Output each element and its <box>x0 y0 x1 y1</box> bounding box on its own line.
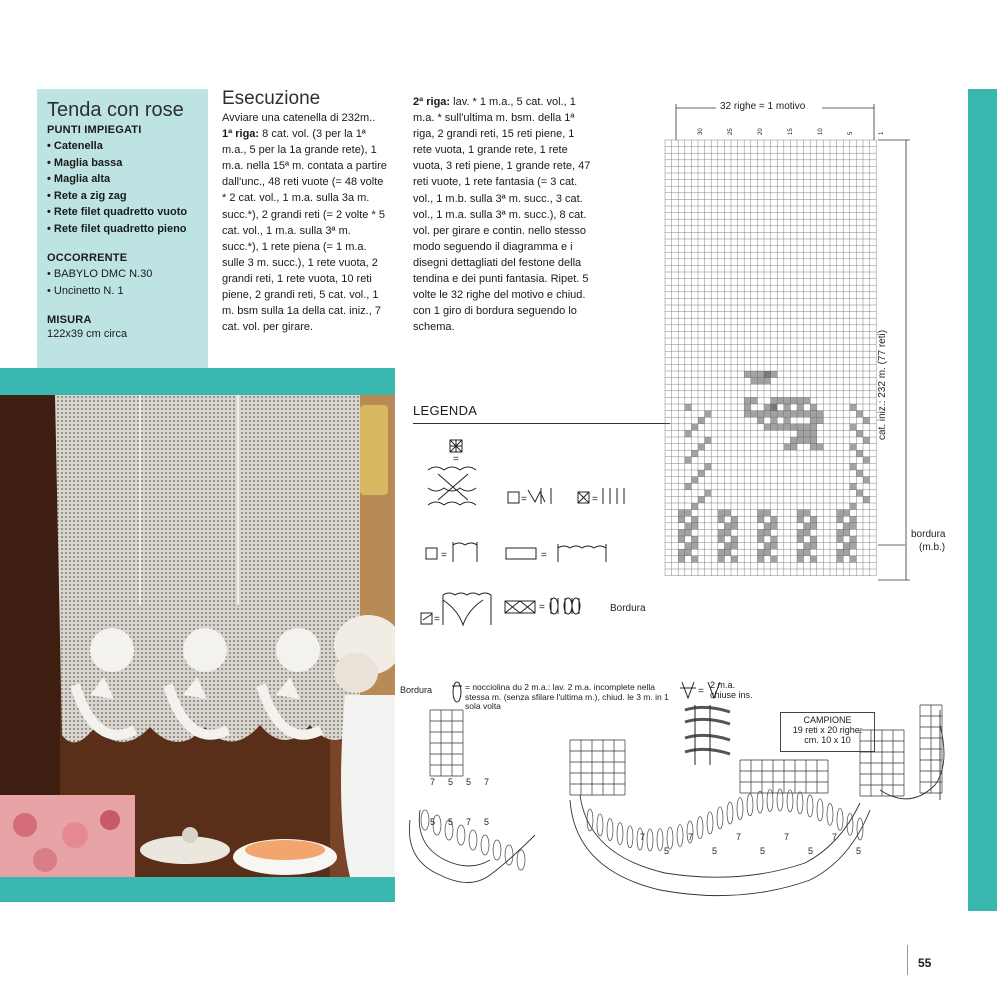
esecuzione-intro: Avviare una catenella di 232m.. <box>222 112 376 124</box>
misura-heading: MISURA <box>47 314 92 326</box>
occorrente-list <box>47 266 208 299</box>
detail-number: 5 <box>856 846 862 856</box>
border-detail-diagram <box>400 700 965 900</box>
campione-line-1: 19 reti x 20 righe: <box>792 725 863 735</box>
riga-2-label: 2ª riga: <box>413 96 451 108</box>
bordura-label: bordura <box>911 529 946 540</box>
riga-1-text: 8 cat. vol. (3 per la 1ª m.a., 5 per la 1a grande rete), 1 m.a. nella 15ª m. contata a partire dall'unc., 48 reti vuote (= 48 volte * 2 cat. vol., 1 m.a. sulla 3a m. succ.*), 2 grandi reti (= 2 volte * 5 cat. vol., 1 m.a. sulla 3ª m. succ.*), 1 rete piena (= 1 m.a. sulle 3 m. succ.), 1 rete vuota, 2 grandi reti, 1 rete vuota, 10 reti piene, 2 grandi reti, 5 cat. vol., 1 m. bsm sulla 1a della cat. iniz., 7 cat. vol. per girare. <box>222 128 387 334</box>
project-title: Tenda con rose <box>47 99 184 121</box>
legenda-eq: = <box>441 550 447 561</box>
punti-item: • Maglia bassa <box>47 156 123 169</box>
chart-column-number: 15 <box>788 128 794 135</box>
detail-number: 5 <box>466 777 472 787</box>
legenda-eq: = <box>539 602 545 613</box>
punti-list <box>47 138 208 237</box>
detail-number: 7 <box>688 832 694 842</box>
chart-column-number: 1 <box>879 131 885 135</box>
curtain-photo-illustration <box>0 395 395 877</box>
nocciolina-note: = nocciolina du 2 m.a.: lav. 2 m.a. incomplete nella stessa m. (senza sfilare l'ultima m.), chiud. le 3 m. in 1 sola volta <box>465 682 669 711</box>
punti-heading: PUNTI IMPIEGATI <box>47 124 142 136</box>
chart-column-number: 5 <box>848 131 854 135</box>
chart-top-label: 32 righe = 1 motivo <box>720 101 806 112</box>
detail-number: 7 <box>784 832 790 842</box>
chart-column-number: 30 <box>698 128 704 135</box>
detail-number: 7 <box>466 817 472 827</box>
legenda-divider <box>413 423 670 424</box>
detail-number: 5 <box>484 817 490 827</box>
punti-item: • Maglia alta <box>47 173 111 185</box>
punti-item: • Rete filet quadretto vuoto <box>47 206 188 218</box>
chart-side-label: cat. iniz.: 232 m. (77 reti) <box>877 329 888 440</box>
detail-number: 7 <box>430 777 436 787</box>
legenda-eq: = <box>541 550 547 561</box>
detail-number: 5 <box>712 846 718 856</box>
curtain-photo <box>0 395 395 877</box>
legenda-eq: = <box>521 494 527 505</box>
page-number-divider <box>907 945 908 975</box>
occorrente-item: • Uncinetto N. 1 <box>47 284 124 297</box>
detail-number: 5 <box>448 777 454 787</box>
detail-number: 7 <box>640 832 646 842</box>
occorrente-item: • BABYLO DMC N.30 <box>47 268 153 280</box>
riga-2-text: lav. * 1 m.a., 5 cat. vol., 1 m.a. * sull'ultima m. bsm. della 1ª riga, 2 grandi reti, 15 reti piene, 1 rete vuota, 1 grande rete, 1 rete vuota, 3 reti piene, 1 grande rete, 47 reti vuote, 1 rete fantasia (= 3 cat. vol., 1 m.b. sulla 3ª m. succ., 3 cat. vol., 1 m.a. sulla 3ª m. succ.), 8 cat. vol. per girare e contin. nello stesso modo seguendo il diagramma e i disegni dettagliati del festone della tendina e dei punti fantasia. Ripet. 5 volte le 32 righe del motivo e chiud. con 1 giro di bordura seguendo lo schema. <box>413 96 591 334</box>
zigzag-symbol <box>428 440 476 505</box>
svg-text:=: = <box>698 686 704 697</box>
legenda-title: LEGENDA <box>413 403 478 418</box>
legenda-eq: = <box>434 614 440 625</box>
occorrente-heading: OCCORRENTE <box>47 252 128 264</box>
page-number: 55 <box>918 956 932 970</box>
punti-item: • Catenella <box>47 140 103 152</box>
punti-item: • Rete filet quadretto pieno <box>47 222 187 235</box>
bordura-bottom-label: Bordura <box>610 603 646 614</box>
chart-column-number: 10 <box>818 128 824 135</box>
campione-title: CAMPIONE <box>803 715 852 725</box>
info-box <box>37 89 208 369</box>
detail-number: 7 <box>736 832 742 842</box>
double-filled-symbol <box>505 601 535 613</box>
detail-bordura-label: Bordura <box>400 685 433 695</box>
misura-value: 122x39 cm circa <box>47 328 128 340</box>
detail-number: 5 <box>808 846 814 856</box>
esecuzione-column-1 <box>222 89 390 335</box>
two-ma-label: 2 m.a. <box>710 680 736 690</box>
punti-item: • Rete a zig zag <box>47 189 127 202</box>
chart-column-number: 25 <box>728 128 734 135</box>
detail-number: 7 <box>484 777 490 787</box>
detail-number: 5 <box>760 846 766 856</box>
large-mesh-symbol <box>506 548 536 559</box>
legenda-eq: = <box>453 454 459 465</box>
esecuzione-column-2 <box>413 94 593 335</box>
legenda-symbols <box>413 430 643 635</box>
campione-line-2: cm. 10 x 10 <box>804 735 851 745</box>
detail-number: 7 <box>832 832 838 842</box>
chiuse-label: chiuse ins. <box>710 690 753 700</box>
chart-column-number: 20 <box>758 128 764 135</box>
esecuzione-title: Esecuzione <box>222 88 321 109</box>
detail-number: 5 <box>448 817 454 827</box>
riga-1-label: 1ª riga: <box>222 128 260 141</box>
bordura-sub-label: (m.b.) <box>919 542 946 553</box>
detail-number: 5 <box>430 817 436 827</box>
page-edge-strip <box>968 89 997 911</box>
legenda-eq: = <box>592 494 598 505</box>
detail-number: 5 <box>664 846 670 856</box>
empty-mesh-symbol <box>508 492 519 503</box>
open-mesh-symbol <box>426 548 437 559</box>
